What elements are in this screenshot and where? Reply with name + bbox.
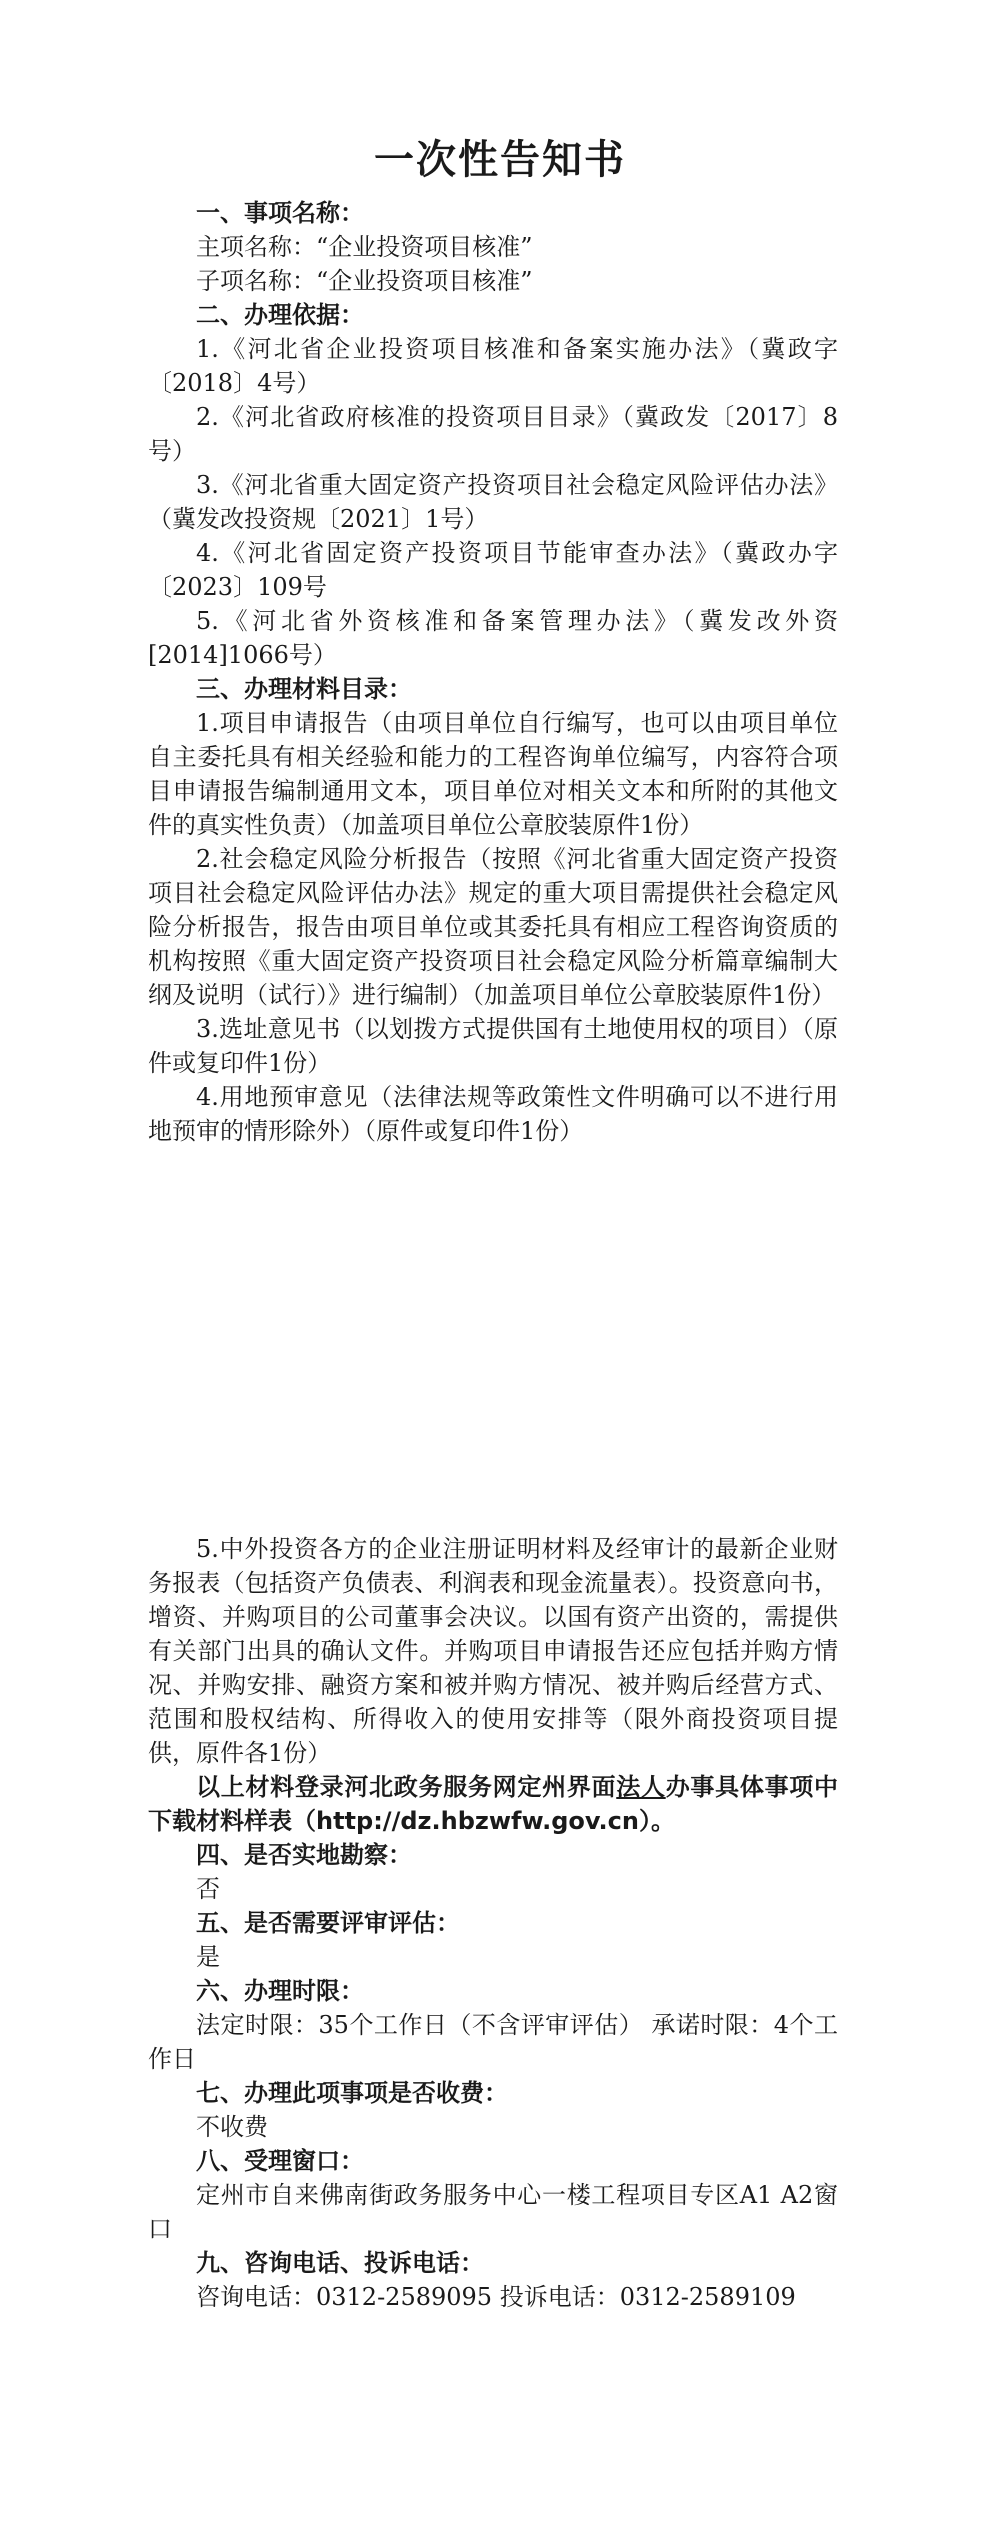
basis-item: 4.《河北省固定资产投资项目节能审查办法》（冀政办字〔2023〕109号 [148,539,838,601]
note-text: 以上材料登录河北政务服务网定州界面 [196,1773,617,1801]
section-heading: 九、咨询电话、投诉电话： [196,2249,484,2277]
basis-item: 2.《河北省政府核准的投资项目目录》（冀政发〔2017〕8号） [148,403,838,465]
section-value: 否 [196,1875,220,1903]
material-item: 3.选址意见书（以划拨方式提供国有土地使用权的项目）（原件或复印件1份） [148,1015,838,1077]
sub-item-name: 子项名称：“企业投资项目核准” [196,267,533,295]
section-heading: 一、事项名称： [196,199,364,227]
note-underlined: 法人 [616,1773,666,1801]
basis-item: 5.《河北省外资核准和备案管理办法》（冀发改外资[2014]1066号） [148,607,838,669]
materials-download-note [148,1770,838,1838]
section-continued [148,1532,838,2314]
section-value: 不收费 [196,2113,268,2141]
basis-item: 1.《河北省企业投资项目核准和备案实施办法》（冀政字〔2018〕4号） [148,335,838,397]
section-value: 法定时限：35个工作日（不含评审评估） 承诺时限：4个工作日 [148,2011,838,2073]
section-heading: 三、办理材料目录： [196,675,412,703]
main-item-name: 主项名称：“企业投资项目核准” [196,233,533,261]
material-item: 2.社会稳定风险分析报告（按照《河北省重大固定资产投资项目社会稳定风险评估办法》规定的重大项目需提供社会稳定风险分析报告，报告由项目单位或其委托具有相应工程咨询资质的机构按照《重大固定资产投资项目社会稳定风险分析篇章编制大纲及说明（试行）》进行编制）（加盖项目单位公章胶装原件1份） [148,845,838,1009]
material-item: 4.用地预审意见（法律法规等政策性文件明确可以不进行用地预审的情形除外）（原件或复印件1份） [148,1083,838,1145]
material-item: 5.中外投资各方的企业注册证明材料及经审计的最新企业财务报表（包括资产负债表、利润表和现金流量表）。投资意向书，增资、并购项目的公司董事会决议。以国有资产出资的，需提供有关部门出具的确认文件。并购项目申请报告还应包括并购方情况、并购安排、融资方案和被并购方情况、被并购后经营方式、范围和股权结构、所得收入的使用安排等（限外商投资项目提供，原件各1份） [148,1535,838,1767]
basis-item: 3.《河北省重大固定资产投资项目社会稳定风险评估办法》（冀发改投资规〔2021〕1号） [148,471,838,533]
section-value: 咨询电话：0312-2589095 投诉电话：0312-2589109 [196,2283,796,2311]
section-heading: 四、是否实地勘察： [196,1841,412,1869]
section-heading: 五、是否需要评审评估： [196,1909,460,1937]
section-heading: 六、办理时限： [196,1977,364,2005]
material-item: 1.项目申请报告（由项目单位自行编写，也可以由项目单位自主委托具有相关经验和能力的工程咨询单位编写，内容符合项目申请报告编制通用文本，项目单位对相关文本和所附的其他文件的真实性负责）（加盖项目单位公章胶装原件1份） [148,709,838,839]
document-title: 一次性告知书 [374,137,626,183]
section-heading: 二、办理依据： [196,301,364,329]
section-1 [148,196,838,1148]
section-value: 是 [196,1943,220,1971]
section-value: 定州市自来佛南街政务服务中心一楼工程项目专区A1 A2窗口 [148,2181,838,2243]
note-text: 办事具体事项中下载材料样表（http://dz.hbzwfw.gov.cn）。 [148,1773,839,1835]
section-heading: 七、办理此项事项是否收费： [196,2079,508,2107]
section-heading: 八、受理窗口： [196,2147,364,2175]
